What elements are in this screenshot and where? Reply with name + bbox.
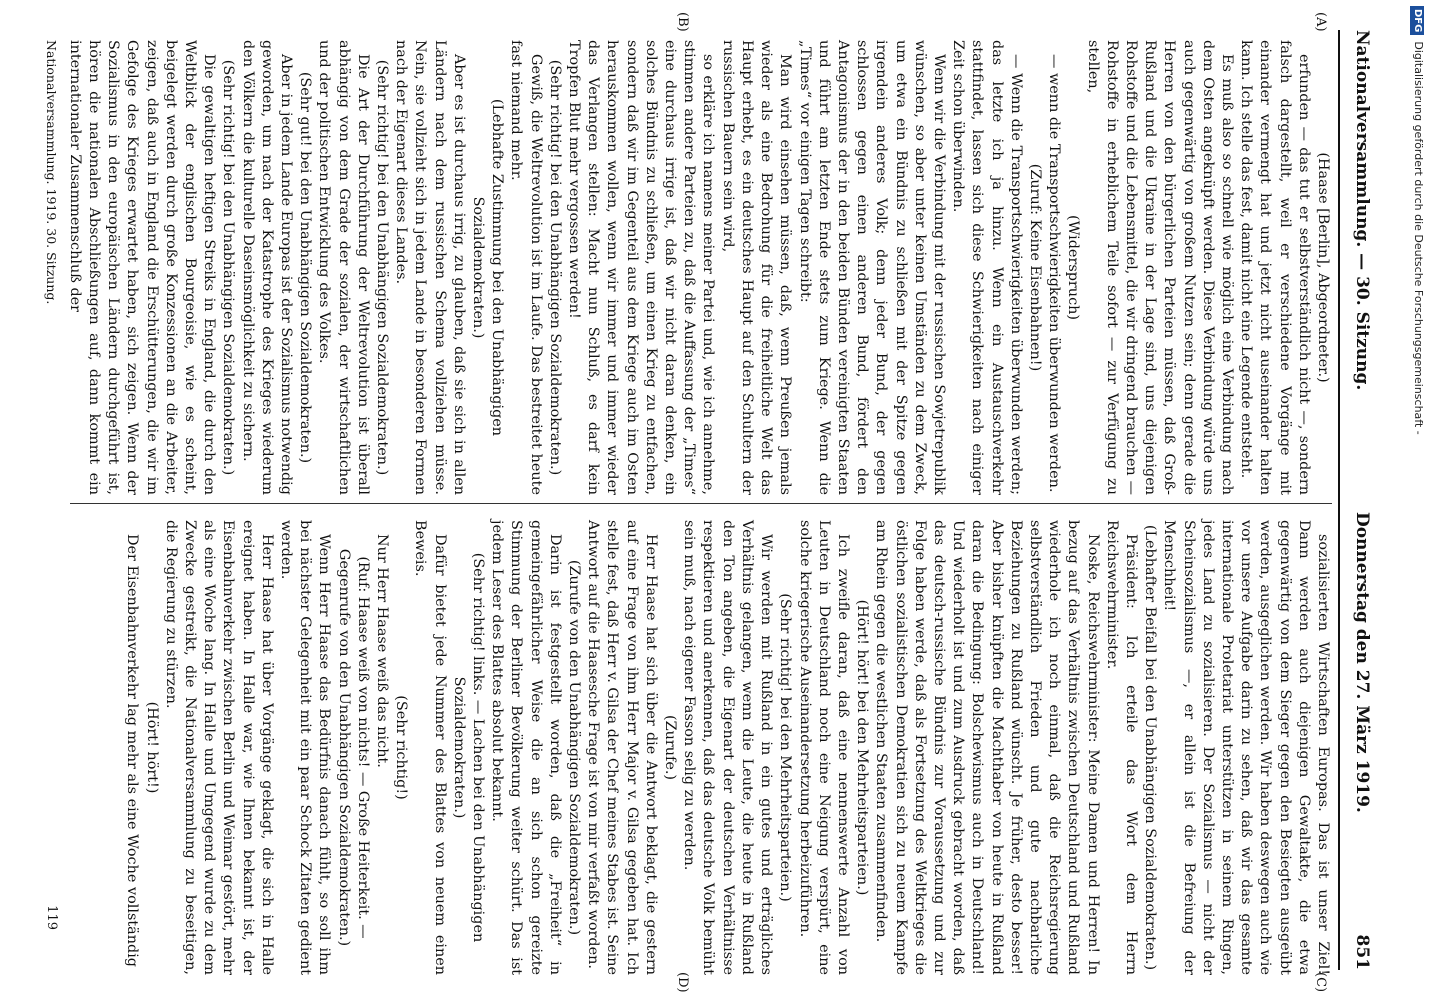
paragraph: erfunden — das tut er selbstverständlich nicht —, sondern falsch dargestellt, weil er verschiedene Vorgänge mit einander vermengt hat und jetzt nicht auseinander halten kann. Ich stelle das fest, damit nicht eine Legende entsteht.	[1238, 40, 1312, 495]
paragraph: (Sehr richtig! bei den Unabhängigen Sozialdemokraten.)	[546, 59, 563, 476]
paragraph: (Zurufe von den Unabhängigen Sozialdemokraten.)	[566, 559, 583, 936]
paragraph: Es muß also so schnell wie möglich eine Verbindung nach dem Osten angeknüpft werden. Diese Verbindung würde uns auch gegenwärtig von großem Nutzen sein; denn gerade die Herren von den bürgerlichen Parteien müssen, daß Groß-Rußland und die Ukraine in der Lage sind, uns diejenigen Rohstoffe und die Lebensmittel, die wir dringend brauchen — Rohstoffe in erheblichem Teile sofort — zur Verfügung zu stellen,	[1084, 40, 1235, 495]
header-rule	[1338, 30, 1340, 970]
column-divider	[70, 503, 1332, 504]
margin-marker-b: (B)	[675, 12, 690, 32]
paragraph: Herr Haase hat sich über die Antwort beklagt, die gestern auf eine Frage von ihm Herr Major v. Gilsa gegeben hat. Ich stelle fest, daß Herr v. Gilsa der Chef meines Stabes ist. Seine Antwort auf die Haasesche Frage ist von mir verfaßt worden.	[585, 520, 659, 975]
dfg-logo: DFG	[1410, 6, 1424, 35]
paragraph: (Sehr richtig! bei den Unabhängigen Sozialdemokraten.)	[220, 59, 237, 476]
paragraph: (Sehr richtig! bei den Unabhängigen Sozialdemokraten.)	[374, 59, 391, 476]
paragraph: (Hört! hört!)	[143, 701, 160, 794]
footer-signature: 119	[44, 905, 59, 930]
paragraph: (Lebhafter Beifall bei den Unabhängigen Sozialdemokraten.)	[1142, 524, 1159, 971]
dfg-credit-text: Digitalisierung gefördert durch die Deutsche Forschungsgemeinschaft -	[1412, 41, 1425, 435]
paragraph: (Sehr richtig! bei den Mehrheitsparteien.)	[777, 593, 794, 902]
paragraph: (Widerspruch)	[1065, 214, 1082, 321]
paragraph: Gewiß, die Weltrevolution ist im Laufe. Das bestreitet heute fast niemand mehr.	[508, 40, 544, 495]
paragraph: Man wird einsehen müssen, daß, wenn Preußen jemals wieder als eine Bedrohung für die freiheitliche Welt das Haupt erhebt, es ein deutsches Haupt auf den Schultern der russischen Bauern sein wird,	[719, 40, 794, 495]
paragraph: (Zuruf: Keine Eisenbahnen!)	[1026, 163, 1043, 372]
left-column	[66, 40, 1332, 495]
page-number: 851	[1352, 934, 1372, 970]
paragraph: Präsident: Ich erteile das Wort dem Herrn Reichswehrminister.	[1103, 520, 1139, 975]
paragraph: (Sehr gut! bei den Unabhängigen Sozialdemokraten.)	[297, 71, 314, 464]
paragraph: Wenn Herr Haase das Bedürfnis danach fühlt, so soll ihm bei nächster Gelegenheit mit ein paar Schock Zitaten gedient werden.	[278, 520, 333, 975]
paragraph: (Hört! hört! bei den Mehrheitsparteien.)	[854, 599, 871, 896]
paragraph: Der Eisenbahnverkehr lag mehr als eine Woche vollständig	[124, 534, 141, 968]
paragraph: (Sehr richtig!)	[393, 695, 410, 800]
paragraph: (Lebhafte Zustimmung bei den Unabhängigen Sozialdemokraten.)	[470, 98, 506, 437]
paragraph: sozialisierten Wirtschaften Europas. Das ist unser Ziel! Dann werden auch diejenigen Gewaltakte, die etwa gegenwärtig von dem Sieger gegen den Besiegten ausgeübt werden, ausgeglichen werden. Wir haben deswegen auch wie vor unsere Aufgabe darin zu sehen, daß wir das gesamte internationale Proletariat unterstützen in seinem Ringen, jedes Land zu sozialisieren. Der Sozialismus — nicht der Scheinsozialismus —, er allein ist die Befreiung der Menschheit!	[1161, 520, 1331, 975]
paragraph: — wenn die Transportschwierigkeiten überwunden werden.	[1046, 54, 1063, 493]
paragraph: Die Art der Durchführung der Weltrevolution ist überall abhängig von dem Grade der sozialen, der wirtschaftlichen und der politischen Entwicklung des Volkes.	[316, 40, 371, 495]
paragraph: (Haase [Berlin], Abgeordneter.)	[1315, 152, 1331, 383]
margin-marker-c: (C)	[1313, 972, 1328, 993]
paragraph: Darin ist festgestellt worden, daß die „Freiheit“ in gemeingefährlicher Weise die an sich schon gereizte Stimmung der Berliner Bevölkerung weiter schürt. Das ist jedem Leser des Blattes absolut bekannt.	[489, 520, 563, 975]
header-left: Nationalversammlung. — 30. Sitzung.	[1352, 30, 1372, 391]
paragraph: Nur Herr Haase weiß das nicht.	[374, 534, 391, 768]
dfg-watermark	[1404, 6, 1432, 996]
paragraph: Dafür bietet jede Nummer des Blattes von neuem einen Beweis.	[412, 520, 448, 975]
paragraph: (Zurufe.)	[662, 714, 679, 781]
right-column	[70, 520, 1332, 975]
margin-marker-d: (D)	[675, 972, 690, 993]
paragraph: Die gewaltigen heftigen Streiks in England, die durch den Weltblick der englischen Bourgeoisie, wie es scheint, beigelegt werden durch große Konzessionen an die Arbeiter, zeigen, daß auch in England die Erschütterungen, die wir im Gefolge des Krieges erwartet haben, sich zeigen. Wenn der Sozialismus in den europäischen Ländern durchgeführt ist, hören die nationalen Abschließungen auf, dann kommt ein internationaler Zusammenschluß der	[66, 40, 218, 495]
paragraph: Herr Haase hat über Vorgänge geklagt, die sich in Halle ereignet haben. In Halle war, wie Ihnen bekannt ist, der Eisenbahnverkehr zwischen Berlin und Weimar gestört, mehr als eine Woche lang. In Halle und Umgegend wurde zu dem Zwecke gestreikt, die Nationalversammlung zu beseitigen, die Regierung zu stürzen.	[162, 520, 275, 975]
header-center: Donnerstag den 27. März 1919.	[1352, 511, 1372, 813]
paragraph: (Ruf: Haase weiß von nichts! — Große Heiterkeit. — Gegenrufe von den Unabhängigen Sozialdemokraten.)	[335, 548, 371, 947]
paragraph: Wenn wir die Verbindung mit der russischen Sowjetrepublik wünschen, so aber unter keinen Umständen zu dem Zweck, um etwa ein Bündnis zu schließen mit der Spitze gegen irgendein anderes Volk; denn jeder Bund, der gegen schlossen gegen einen anderen Bund, fördert den Antagonismus der in den beiden Bünden vereinigten Staaten und führt am letzten Ende stets zum Kriege. Wenn die „Times“ vor einigen Tagen schreibt:	[796, 40, 947, 495]
paragraph: Noske, Reichswehrminister: Meine Damen und Herren! In bezug auf das Verhältnis zwischen Deutschland und Rußland wiederhole ich noch einmal, daß die Reichsregierung selbstverständlich Frieden und gute nachbarliche Beziehungen zu Rußland wünscht. Je früher, desto besser! Aber bisher knüpften die Machthaber von heute in Rußland daran die Bedingung: Bolschewismus auch in Deutschland! Und wiederholt ist und zum Ausdruck gebracht worden, daß das deutsch-russische Bündnis zur Voraussetzung und zur Folge haben werde, daß als Fortsetzung des Weltkrieges die östlichen sozialistischen Demokratien sich zu neuem Kampfe am Rhein gegen die westlichen Staaten zusammenfinden.	[873, 520, 1101, 975]
paragraph: Aber es ist durchaus irrig, zu glauben, daß sie sich in allen Ländern nach dem russischen Schema vollziehen müsse. Nein, sie vollzieht sich in jedem Lande in besonderen Formen nach der Eigenart dieses Landes.	[393, 40, 467, 495]
paragraph: Ich zweifle daran, daß eine nennenswerte Anzahl von Leuten in Deutschland noch eine Neigung verspürt, eine solche kriegerische Auseinandersetzung herbeizuführen.	[796, 520, 851, 975]
page-header	[1342, 30, 1382, 970]
paragraph: Wir werden mit Rußland in ein gutes und erträgliches Verhältnis gelangen, wenn die Leute, die heute in Rußland den Ton angeben, die Eigenart der deutschen Verhältnisse respektieren und anerkennen, daß das deutsche Volk bemüht sein muß, nach eigener Fasson selig zu werden.	[681, 520, 775, 975]
paragraph: Aber in jedem Lande Europas ist der Sozialismus notwendig geworden, um nach der Katastrophe des Krieges wiederum den Völkern die kulturelle Daseinsmöglichkeit zu sichern.	[239, 40, 295, 495]
paragraph: — Wenn die Transportschwierigkeiten überwunden werden; das letzte ich ja hinzu. Wenn ein Austauschverkehr stattfindet, lassen sich diese Schwierigkeiten nach einiger Zeit schon überwinden.	[950, 40, 1024, 495]
paragraph: so erkläre ich namens meiner Partei und, wie ich annehme, stimmen andere Parteien zu, daß die Auffassung der „Times“ eine durchaus irrige ist, daß wir nicht daran denken, ein solches Bündnis zu schließen, um einen Krieg zu entfachen, sondern daß wir im Gegenteil aus dem Kriege auch im Osten herauskommen wollen, wenn wir immer und immer wieder das Verlangen stellen: Macht nun Schluß, es darf kein Tropfen Blut mehr vergossen werden!	[566, 40, 717, 495]
footer-left: Nationalversammlung. 1919. 30. Sitzung.	[44, 40, 59, 305]
margin-marker-a: (A)	[1313, 12, 1328, 32]
paragraph: (Sehr richtig! links. — Lachen bei den Unabhängigen Sozialdemokraten.)	[450, 552, 487, 943]
